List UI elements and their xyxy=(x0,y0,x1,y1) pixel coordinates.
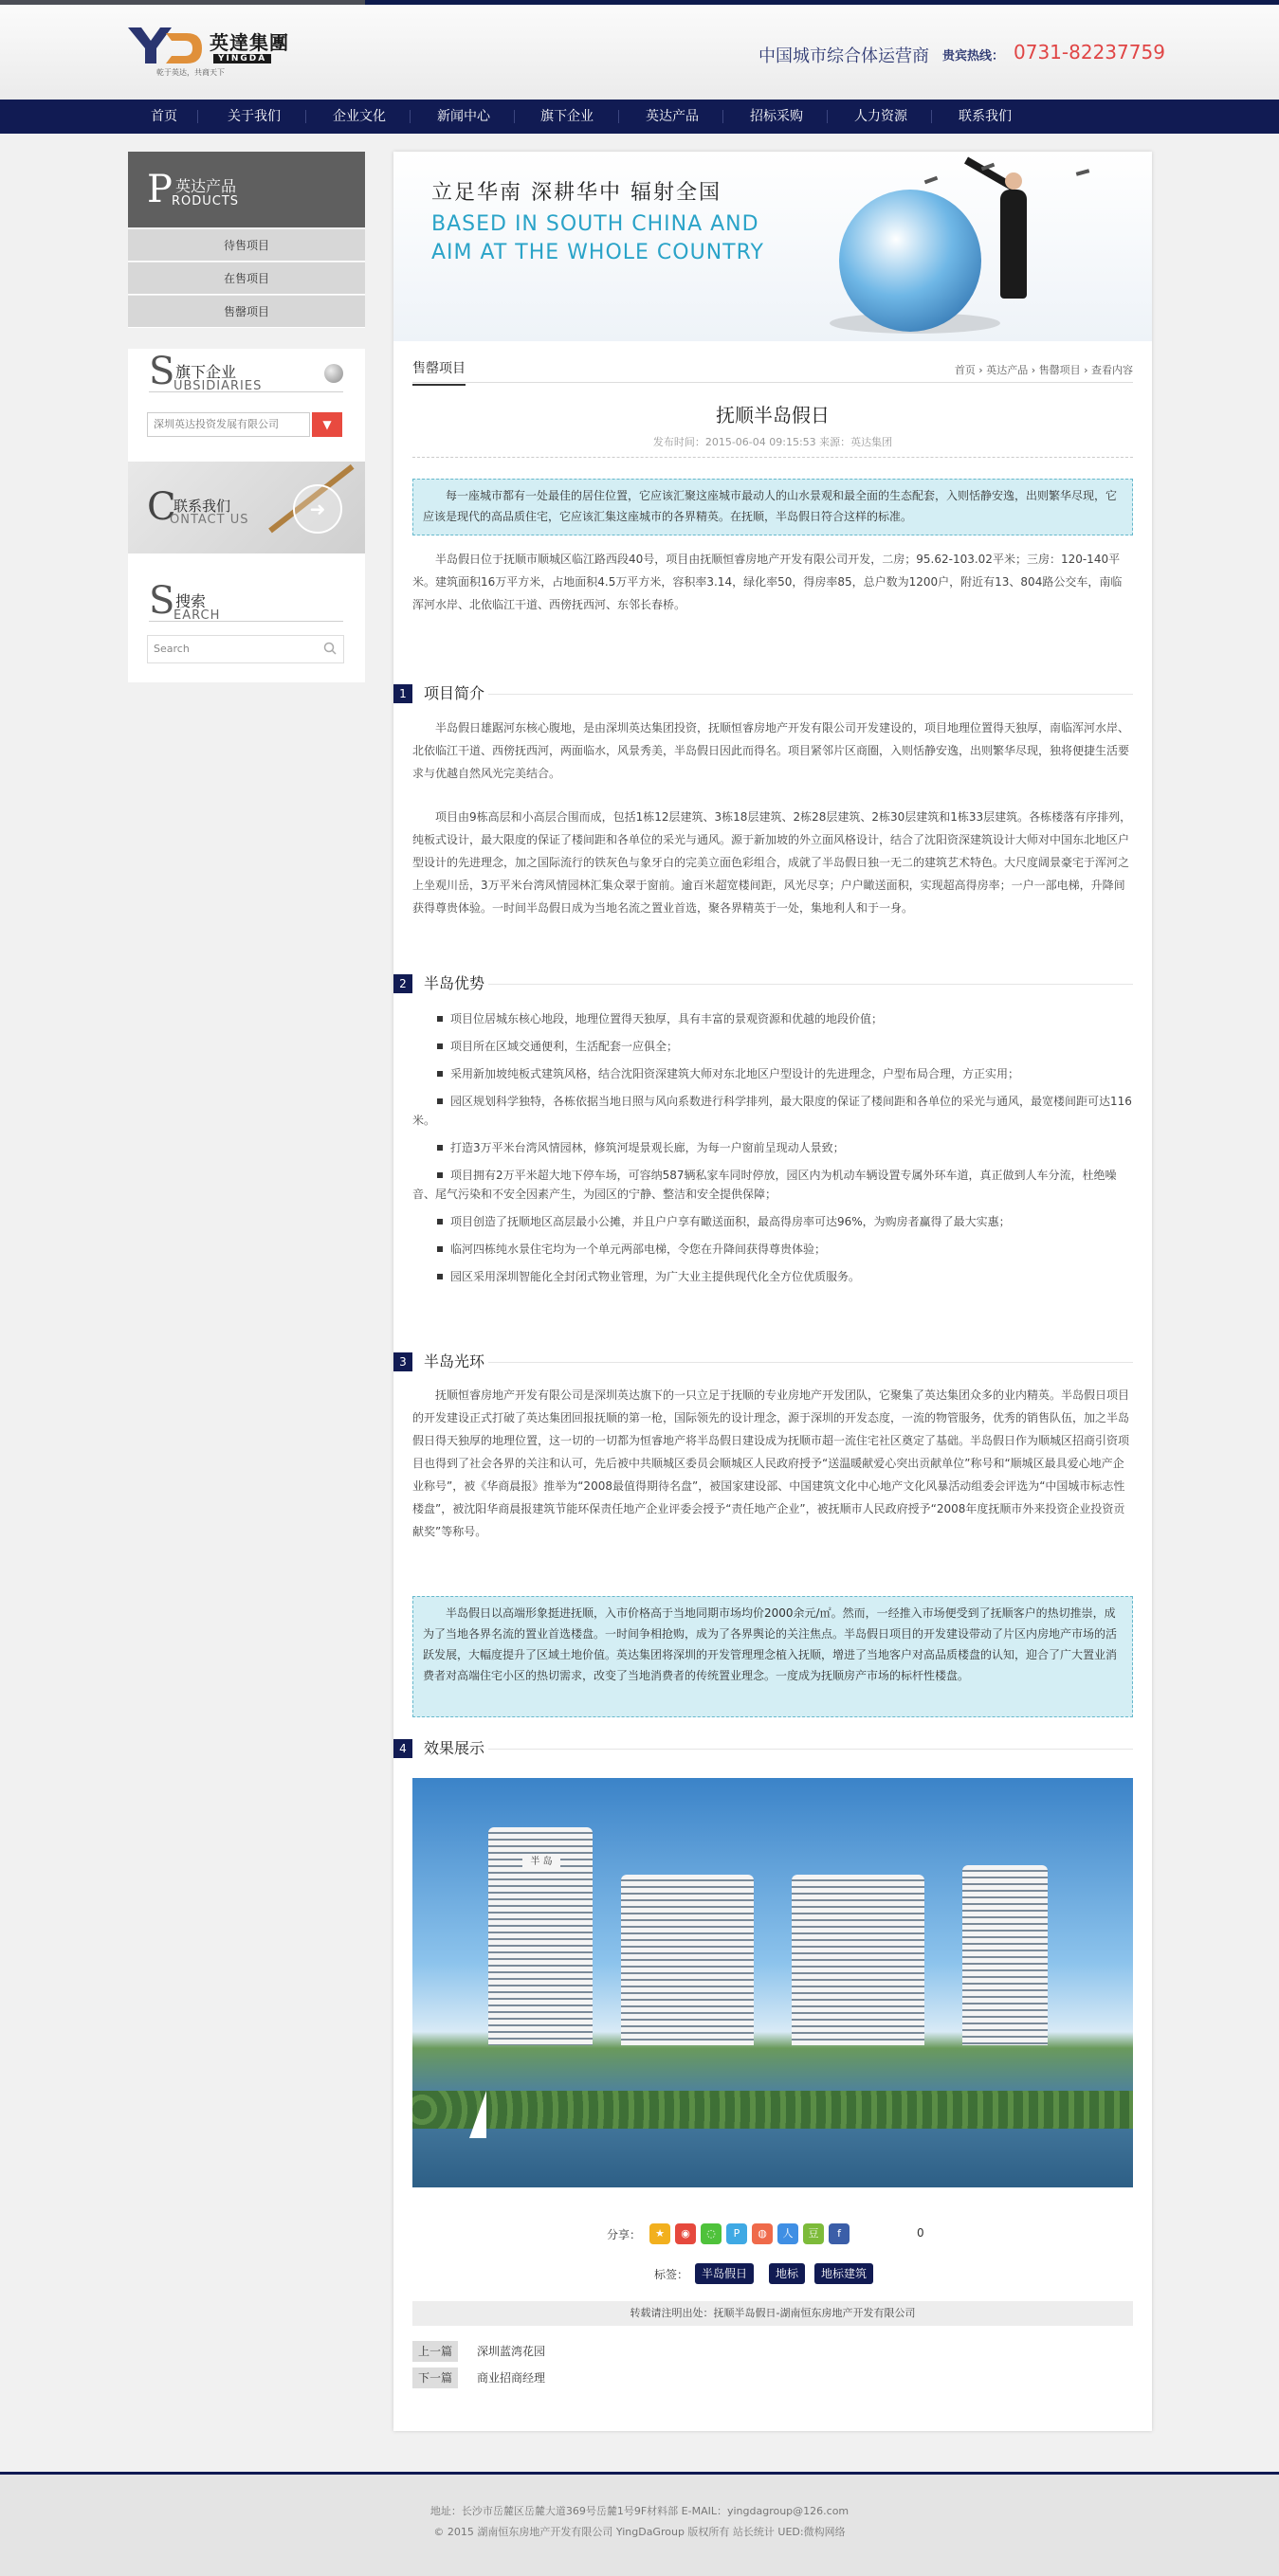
search-title-en: EARCH xyxy=(174,608,221,623)
section-title: 效果展示 xyxy=(424,1739,485,1757)
contact-title-en: ONTACT US xyxy=(170,513,249,527)
section-rule xyxy=(488,1749,1133,1750)
businessman-head xyxy=(1005,172,1022,190)
share-bar xyxy=(393,2222,1152,2246)
subsidiary-go-button[interactable]: ▼ xyxy=(312,412,342,437)
tags-label: 标签： xyxy=(654,2268,689,2281)
article-paragraph: 半岛假日雄踞河东核心腹地，是由深圳英达集团投资，抚顺恒睿房地产开发有限公司开发建设的，项目地理位置得天独厚，南临浑河水岸、北依临江干道、西傍抚西河，两面临水，风景秀美，半岛假日因此而得名。项目紧邻片区商圈，入则恬静安逸，出则繁华尽现，独将便捷生活要求与优越自然风光完美结合。 xyxy=(412,721,1130,780)
list-item: 项目所在区域交通便利，生活配套一应俱全； xyxy=(412,1037,1133,1056)
section-heading xyxy=(393,682,1133,705)
nav-separator xyxy=(827,110,828,123)
section-number: 4 xyxy=(393,1739,412,1758)
logo-english: YINGDA xyxy=(213,54,271,63)
footer-copyright: © 2015 湖南恒东房地产开发有限公司 YingDaGroup 版权所有 站长统计 UED:微构网络 xyxy=(433,2526,846,2538)
subsidiaries-title-en: UBSIDIARIES xyxy=(174,379,263,393)
tag-link[interactable]: 半岛假日 xyxy=(695,2263,754,2284)
article-paragraph: 项目由9栋高层和小高层合围而成，包括1栋12层建筑、3栋18层建筑、2栋28层建筑、2栋30层建筑和1栋33层建筑。各栋楼落有序排列，纯板式设计，最大限度的保证了楼间距和各单位的采光与通风。源于新加坡的外立面风格设计，结合了沈阳资深建筑设计大师对中国东北地区户型设计的先进理念，加之国际流行的铁灰色与象牙白的完美立面色彩组合，成就了半岛假日独一无二的建筑艺术特色。大尺度阔景豪宅于浑河之上坐观川岳，3万平米台湾风情园林汇集众翠于窗前。逾百米超宽楼间距，风光尽享；户户瞰送面积，实现超高得房率；一户一部电梯，升降间获得尊贵体验。一时间半岛假日成为当地名流之置业首选，聚各界精英于一处，集地利人和于一身。 xyxy=(412,810,1132,915)
search-title-cn: 搜索 xyxy=(175,592,207,610)
tag-link[interactable]: 地标建筑 xyxy=(814,2263,873,2284)
nav-separator xyxy=(931,110,932,123)
section-title: 半岛优势 xyxy=(424,974,485,992)
products-header xyxy=(128,152,365,227)
nav-item-products[interactable]: 英达产品 xyxy=(646,109,699,124)
tags-bar xyxy=(393,2261,1152,2284)
sailboat xyxy=(469,2091,486,2138)
logo-chinese: 英達集團 xyxy=(210,31,289,54)
prev-article-link[interactable]: 深圳蓝湾花园 xyxy=(477,2345,546,2358)
wechat-icon[interactable]: ◌ xyxy=(701,2223,722,2244)
main-nav xyxy=(0,100,1279,134)
nav-separator xyxy=(618,110,619,123)
search-input[interactable]: Search xyxy=(147,635,344,663)
sidebar-item-pending[interactable]: 待售项目 xyxy=(128,229,365,262)
sidebar-item-onsale[interactable]: 在售项目 xyxy=(128,263,365,295)
section-number: 1 xyxy=(393,684,412,703)
nav-item-about[interactable]: 关于我们 xyxy=(228,109,281,124)
prev-label: 上一篇 xyxy=(412,2341,458,2362)
nav-item-news[interactable]: 新闻中心 xyxy=(437,109,490,124)
article-meta: 发布时间：2015-06-04 09:15:53 来源：英达集团 xyxy=(652,436,893,448)
nav-separator xyxy=(410,110,411,123)
share-count: 0 xyxy=(917,2226,924,2240)
list-item: 项目位居城东核心地段，地理位置得天独厚，具有丰富的景观资源和优越的地段价值； xyxy=(412,1009,1133,1028)
divider xyxy=(412,457,1133,458)
nav-separator xyxy=(722,110,723,123)
search-header xyxy=(149,578,343,622)
weibo-icon[interactable]: ◉ xyxy=(675,2223,696,2244)
repost-notice: 转载请注明出处：抚顺半岛假日-湖南恒东房地产开发有限公司 xyxy=(412,2301,1133,2326)
tencent-weibo-icon[interactable]: P xyxy=(726,2223,747,2244)
trees xyxy=(412,2091,1133,2129)
hotline-label: 贵宾热线： xyxy=(942,49,1005,63)
nav-separator xyxy=(305,110,306,123)
nav-item-home[interactable]: 首页 xyxy=(151,109,177,124)
footer-address: 地址：长沙市岳麓区岳麓大道369号岳麓1号9F材料部 E-MAIL：yingdagroup@126.com xyxy=(429,2505,850,2517)
list-item: 打造3万平米台湾风情园林，修筑河堤景观长廊，为每一户窗前呈现动人景致； xyxy=(412,1138,1133,1157)
subsidiaries-box xyxy=(128,349,365,584)
list-item: 临河四栋纯水景住宅均为一个单元两部电梯，令您在升降间获得尊贵体验； xyxy=(412,1240,1133,1259)
section-number: 2 xyxy=(393,974,412,993)
contact-banner[interactable] xyxy=(128,462,365,553)
next-label: 下一篇 xyxy=(412,2367,458,2388)
site-footer xyxy=(0,2472,1279,2576)
logo-slogan: 乾于英达，共商天下 xyxy=(156,68,225,77)
building xyxy=(962,1865,1048,2045)
subsidiary-select[interactable]: 深圳英达投资发展有限公司 xyxy=(147,412,310,437)
section-title: 项目简介 xyxy=(424,684,485,702)
tag-link[interactable]: 地标 xyxy=(769,2263,805,2284)
globe-icon xyxy=(324,364,343,383)
article-title: 抚顺半岛假日 xyxy=(716,404,830,426)
section-rule xyxy=(488,984,1133,985)
building xyxy=(621,1875,754,2045)
renren-icon[interactable]: 人 xyxy=(777,2223,798,2244)
facebook-icon[interactable]: f xyxy=(829,2223,850,2244)
logo-mark-icon xyxy=(128,27,204,63)
qq-icon[interactable]: ◍ xyxy=(752,2223,773,2244)
subsidiaries-title-cn: 旗下企业 xyxy=(175,363,237,381)
building-sign: 半 岛 xyxy=(522,1854,560,1871)
list-item: 园区规划科学独特，各栋依据当地日照与风向系数进行科学排列，最大限度的保证了楼间距和各单位的采光与通风，最宽楼间距可达116米。 xyxy=(412,1092,1133,1130)
sidebar-item-soldout[interactable]: 售罄项目 xyxy=(128,296,365,328)
article-paragraph: 抚顺恒睿房地产开发有限公司是深圳英达旗下的一只立足于抚顺的专业房地产开发团队，它聚集了英达集团众多的业内精英。半岛假日项目的开发建设正式打破了英达集团回报抚顺的第一枪，国际领先的设计理念，源于深圳的开发态度，一流的物管服务，优秀的销售队伍，加之半岛假日得天独厚的地理位置，这一切的一切都为恒睿地产将半岛假日建设成为抚顺市超一流住宅社区奠定了基础。半岛假日作为顺城区招商引资项目也得到了社会各界的关注和认可，先后被中共顺城区委员会顺城区人民政府授予“送温暖献爱心突出贡献单位”称号和“顺城区最具爱心地产企业称号”，被《华商晨报》推举为“2008最值得期待名盘”，被国家建设部、中国建筑文化中心地产文化风暴活动组委会评选为“中国城市标志性楼盘”，被沈阳华商晨报建筑节能环保责任地产企业评委会授予“责任地产企业”，被抚顺市人民政府授予“2008年度抚顺市外来投资企业投资贡献奖”等称号。 xyxy=(412,1388,1130,1538)
list-item: 项目拥有2万平米超大地下停车场，可容纳587辆私家车同时停放，园区内为机动车辆设置专属外环车道，真正做到人车分流，杜绝噪音、尾气污染和不安全因素产生，为园区的宁静、整洁和安全提供保障； xyxy=(412,1166,1133,1204)
section-rule xyxy=(488,694,1133,695)
intro-callout: 每一座城市都有一处最佳的居住位置，它应该汇聚这座城市最动人的山水景观和最全面的生态配套，入则恬静安逸，出则繁华尽现，它应该是现代的高品质住宅，它应该汇集这座城市的各界精英。在抚顺，半岛假日符合这样的标准。 xyxy=(412,479,1133,535)
nav-separator xyxy=(197,110,198,123)
section-number: 3 xyxy=(393,1352,412,1371)
nav-item-hr[interactable]: 人力资源 xyxy=(854,109,907,124)
subsidiaries-header xyxy=(149,349,343,392)
site-header xyxy=(0,5,1279,100)
globe-image xyxy=(839,190,981,332)
building xyxy=(792,1875,924,2045)
hotline-number: 0731-82237759 xyxy=(1014,41,1165,63)
section-title: 半岛光环 xyxy=(424,1352,485,1370)
businessman-image xyxy=(1000,190,1027,299)
article-paragraph: 半岛假日位于抚顺市顺城区临江路西段40号，项目由抚顺恒睿房地产开发有限公司开发，二房；95.62-103.02平米；三房：120-140平米。建筑面积16万平方米，占地面积4.5万平方米，容积率3.14，绿化率50，得房率85，总户数为1200户，附近有13、804路公交车，南临浑河水岸、北依临江干道、西傍抚西河、东邻长春桥。 xyxy=(412,553,1123,611)
nav-separator xyxy=(514,110,515,123)
products-initial: P xyxy=(147,168,173,211)
contact-title-cn: 联系我们 xyxy=(174,498,231,515)
next-article xyxy=(412,2367,1133,2388)
subsidiaries-initial: S xyxy=(149,350,175,393)
list-item: 采用新加坡纯板式建筑风格，结合沈阳资深建筑大师对东北地区户型设计的先进理念，户型布局合理，方正实用； xyxy=(412,1064,1133,1083)
section-heading xyxy=(393,972,1133,995)
breadcrumb-section: 售罄项目 xyxy=(412,358,466,386)
products-title-cn: 英达产品 xyxy=(175,177,237,195)
prev-article xyxy=(412,2341,1133,2362)
advantages-list xyxy=(412,1009,1133,1295)
qzone-icon[interactable]: ★ xyxy=(649,2223,670,2244)
search-icon[interactable] xyxy=(323,642,337,655)
list-item: 园区采用深圳智能化全封闭式物业管理，为广大业主提供现代化全方位优质服务。 xyxy=(412,1267,1133,1286)
header-tagline: 中国城市综合体运营商 xyxy=(758,46,929,66)
banner xyxy=(393,152,1152,341)
plane-icon xyxy=(924,176,939,185)
project-rendering-image xyxy=(412,1778,1133,2187)
products-title-en: RODUCTS xyxy=(172,194,240,209)
search-initial: S xyxy=(149,579,175,623)
next-article-link[interactable]: 商业招商经理 xyxy=(477,2371,546,2385)
search-box xyxy=(128,572,365,682)
banner-slogan-en: BASED IN SOUTH CHINA AND AIM AT THE WHOLE COUNTRY xyxy=(431,212,764,264)
list-item: 项目创造了抚顺地区高层最小公摊，并且户户享有瞰送面积，最高得房率可达96%，为购房者赢得了最大实惠； xyxy=(412,1212,1133,1231)
breadcrumb xyxy=(412,354,1133,383)
nav-item-culture[interactable]: 企业文化 xyxy=(333,109,386,124)
section-rule xyxy=(488,1362,1133,1363)
nav-item-tender[interactable]: 招标采购 xyxy=(750,109,803,124)
plane-icon xyxy=(1076,169,1090,175)
nav-item-subsidiaries[interactable]: 旗下企业 xyxy=(540,109,594,124)
share-label: 分享： xyxy=(607,2228,642,2241)
section-heading xyxy=(393,1737,1133,1760)
breadcrumb-path[interactable]: 首页 › 英达产品 › 售罄项目 › 查看内容 xyxy=(954,364,1133,376)
douban-icon[interactable]: 豆 xyxy=(803,2223,824,2244)
nav-item-contact[interactable]: 联系我们 xyxy=(959,109,1012,124)
highlight-callout: 半岛假日以高端形象挺进抚顺，入市价格高于当地同期市场均价2000余元/㎡。然而，一经推入市场便受到了抚顺客户的热切推崇，成为了当地各界名流的置业首选楼盘。一时间争相抢购，成为了各界舆论的关注焦点。半岛假日项目的开发建设带动了片区内房地产市场的活跃发展，大幅度提升了区域土地价值。英达集团将深圳的开发管理理念植入抚顺，增进了当地客户对高品质楼盘的认知，迎合了广大置业消费者对高端住宅小区的热切需求，改变了当地消费者的传统置业理念。一度成为抚顺房产市场的标杆性楼盘。 xyxy=(412,1596,1133,1717)
banner-slogan-cn: 立足华南 深耕华中 辐射全国 xyxy=(431,181,722,205)
logo[interactable] xyxy=(128,26,308,81)
section-heading xyxy=(393,1351,1133,1373)
main-content xyxy=(393,152,1152,2431)
contact-initial: C xyxy=(147,485,176,529)
arrow-right-icon[interactable]: ➜ xyxy=(293,484,342,534)
